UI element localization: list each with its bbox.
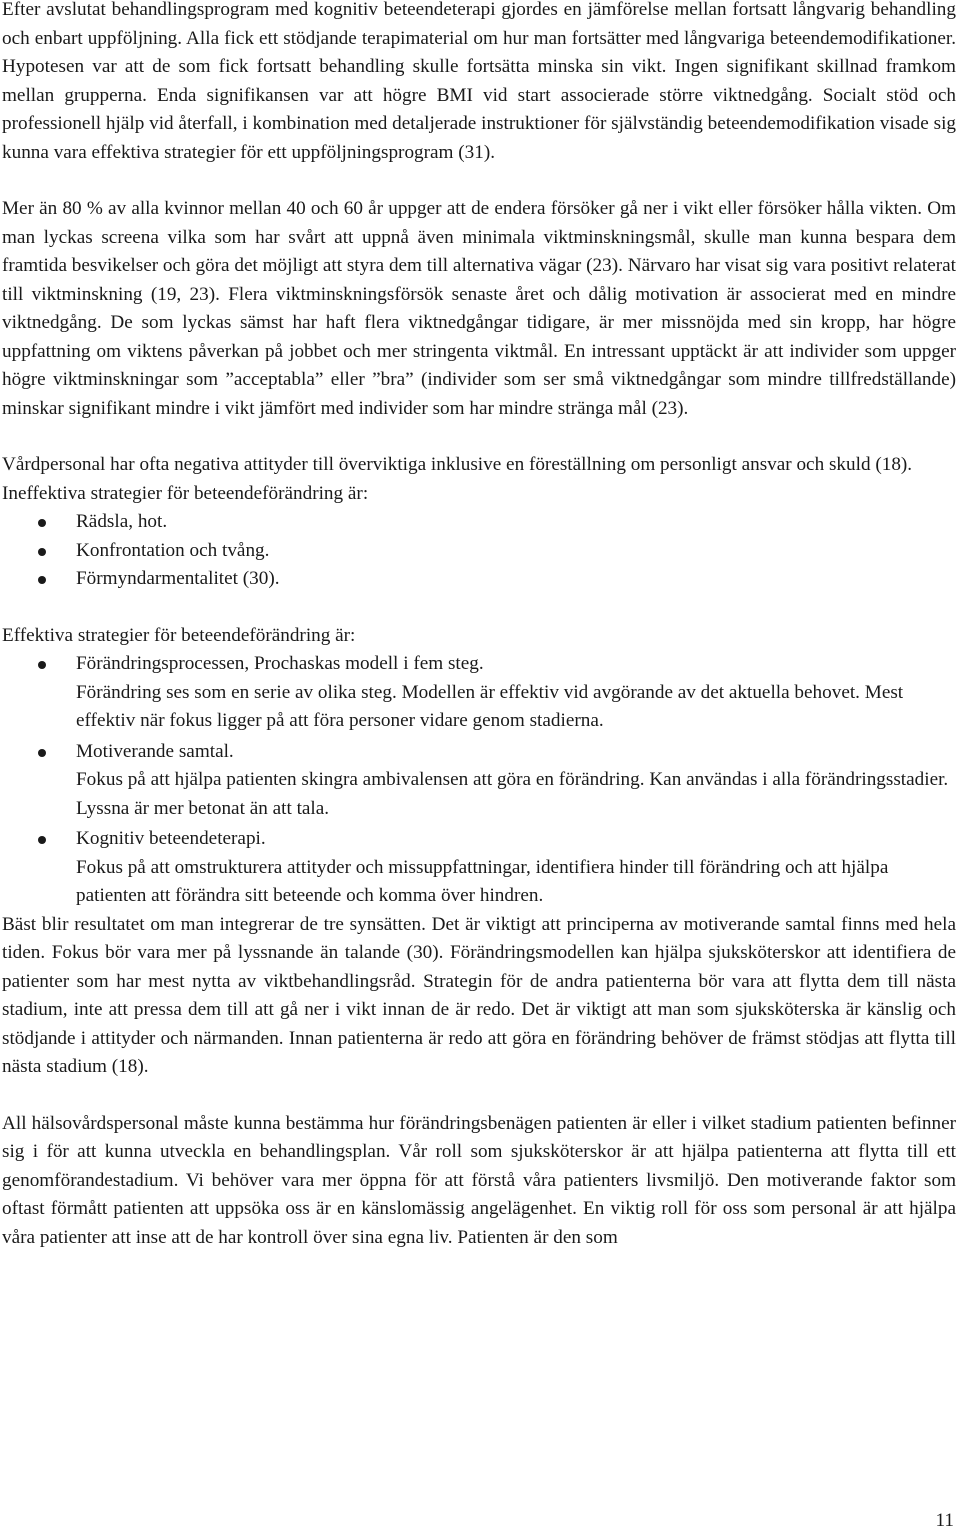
paragraph-followup-study: Efter avslutat behandlingsprogram med kognitiv beteendeterapi gjordes en jämförelse mellan fortsatt långvarig behandling och enbart uppföljning. Alla fick ett stödjande terapimaterial om hur man fortsätter med långvariga beteendemodifikationer. Hypotesen var att de som fick fortsatt behandling skulle fortsätta minska sin vikt. Ingen signifikant skillnad framkom mellan grupperna. Enda signifikansen var att högre BMI vid start associerade större viktnedgång. Socialt stöd och professionell hjälp vid återfall, i kombination med detaljerade instruktioner för självständig beteendemodifikation visade sig kunna vara effektiva strategier för ett uppföljningsprogram (31).	[2, 0, 956, 163]
list-item	[2, 565, 956, 594]
bullet-icon	[38, 836, 46, 844]
bullet-icon	[38, 661, 46, 669]
list-item-detail: Fokus på att hjälpa patienten skingra ambivalensen att göra en förändring. Kan användas i alla förändringsstadier. Lyssna är mer betonat än att tala.	[76, 769, 949, 819]
list-item-title: Motiverande samtal.	[76, 740, 234, 762]
bullet-icon	[38, 749, 46, 757]
paragraph-integrated-approach: Bäst blir resultatet om man integrerar de tre synsätten. Det är viktigt att principerna av motiverande samtal finns med hela tiden. Fokus bör vara mer på lyssnande än talande (30). Förändringsmodellen kan hjälpa sjuksköterskor att identifiera de patienter som har mest nytta av viktbehandlingsråd. Strategin för de andra patienterna bör vara att flytta dem till nästa stadium, inte att pressa dem till att gå ner i vikt innan de är redo. Det är viktigt att man som sjuksköterska är känslig och stödjande i attityder och närmanden. Innan patienterna är redo att göra en förändring behöver de främst stödjas att flytta till nästa stadium (18).	[2, 913, 956, 1077]
paragraph-weight-loss-goals: Mer än 80 % av alla kvinnor mellan 40 och 60 år uppger att de endera försöker gå ner i vikt eller försöker hålla vikten. Om man lyckas screena vilka som har svårt att uppnå även minimala viktminskningsmål, skulle man kunna bespara dem framtida besvikelser och göra det möjligt att styra dem till alternativa vägar (23). Närvaro har visat sig vara positivt relaterat till viktminskning (19, 23). Flera viktminskningsförsök senaste året och dålig motivation är associerat med en mindre viktnedgång. De som lyckas sämst har haft flera viktnedgångar tidigare, är mer missnöjda med sin kropp, har högre uppfattning om viktens påverkan på jobbet och mer stringenta viktmål. En intressant upptäckt är att individer som uppger högre viktminskningar som ”acceptabla” eller ”bra” (individer som ser små viktnedgångar som mindre tillfredställande) minskar signifikant mindre i vikt jämfört med individer som har mindre stränga mål (23).	[2, 198, 956, 419]
list-item-text: Konfrontation och tvång.	[76, 539, 270, 561]
paragraph-gap	[2, 167, 956, 195]
paragraph-gap	[2, 594, 956, 622]
page-number: 11	[935, 1510, 954, 1531]
list-item	[2, 650, 956, 736]
paragraph-healthcare-staff-role: All hälsovårdspersonal måste kunna bestämma hur förändringsbenägen patienten är eller i vilket stadium patienten befinner sig i för att kunna utveckla en behandlingsplan. Vår roll som sjuksköterskor är att hjälpa patienterna att flytta till ett genomförandestadium. Vi behöver vara mer öppna för att förstå våra patienters livsmiljö. Den motiverande faktor som oftast förmått patienten att uppsöka oss är en känslomässig angelägenhet. En viktig roll för oss som personal är att hjälpa våra patienter att inse att de har kontroll över sina egna liv. Patienten är den som	[2, 1112, 956, 1248]
ineffective-strategies-list	[2, 508, 956, 594]
ineffective-strategies-heading: Ineffektiva strategier för beteendeförändring är:	[2, 482, 369, 504]
list-item-text: Rädsla, hot.	[76, 511, 168, 532]
list-item	[2, 508, 956, 537]
list-item-title: Förändringsprocessen, Prochaskas modell i fem steg.	[76, 653, 484, 674]
bullet-icon	[38, 548, 46, 556]
list-item-detail: Fokus på att omstrukturera attityder och missuppfattningar, identifiera hinder till förändring och att hjälpa patienten att förändra sitt beteende och komma över hindren.	[76, 856, 889, 906]
paragraph-care-staff-attitudes: Vårdpersonal har ofta negativa attityder till överviktiga inklusive en föreställning om personligt ansvar och skuld (18).	[2, 454, 913, 475]
list-item	[2, 537, 956, 566]
list-item-title: Kognitiv beteendeterapi.	[76, 828, 266, 849]
effective-strategies-list	[2, 650, 956, 911]
list-item-detail: Förändring ses som en serie av olika steg. Modellen är effektiv vid avgörande av det aktuella behovet. Mest effektiv när fokus ligger på att föra personer vidare genom stadierna.	[76, 681, 904, 731]
list-item	[2, 825, 956, 911]
paragraph-gap	[2, 423, 956, 451]
list-item	[2, 738, 956, 824]
bullet-icon	[38, 576, 46, 584]
effective-strategies-heading: Effektiva strategier för beteendeförändring är:	[2, 624, 356, 646]
bullet-icon	[38, 519, 46, 527]
paragraph-gap	[2, 1082, 956, 1110]
list-item-text: Förmyndarmentalitet (30).	[76, 568, 280, 589]
